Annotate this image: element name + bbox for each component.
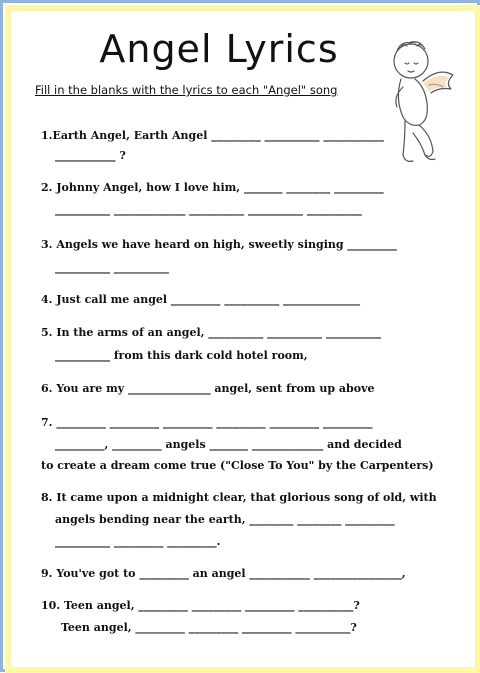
worksheet-line: 6. You are my _______________ angel, sent from up above — [41, 382, 375, 395]
instructions: Fill in the blanks with the lyrics to each "Angel" song — [35, 83, 338, 97]
worksheet-line: Teen angel, _________ _________ _________ __________? — [61, 621, 357, 634]
worksheet-line: angels bending near the earth, ________ ________ _________ — [55, 513, 395, 526]
worksheet-line: 7. _________ _________ _________ _________ _________ _________ — [41, 416, 373, 429]
worksheet-line: 5. In the arms of an angel, __________ __________ __________ — [41, 326, 381, 339]
worksheet-line: __________ _____________ __________ __________ __________ — [55, 203, 362, 216]
worksheet-line: 2. Johnny Angel, how I love him, _______ ________ _________ — [41, 181, 384, 194]
worksheet-line: 10. Teen angel, _________ _________ _________ __________? — [41, 599, 360, 612]
worksheet — [13, 13, 467, 659]
page-title: Angel Lyrics — [99, 27, 339, 71]
worksheet-line: 3. Angels we have heard on high, sweetly singing _________ — [41, 238, 397, 251]
worksheet-line: __________ _________ _________. — [55, 535, 221, 548]
worksheet-line: __________ from this dark cold hotel room, — [55, 349, 308, 362]
worksheet-line: 9. You've got to _________ an angel ___________ ________________, — [41, 567, 406, 580]
worksheet-line: 8. It came upon a midnight clear, that glorious song of old, with — [41, 491, 437, 504]
worksheet-line: _________, _________ angels _______ _____________ and decided — [55, 438, 402, 451]
worksheet-line: ___________ ? — [55, 149, 126, 162]
worksheet-line: 1.Earth Angel, Earth Angel _________ __________ ___________ — [41, 129, 384, 142]
cherub-illustration — [383, 27, 459, 177]
worksheet-line: to create a dream come true ("Close To You" by the Carpenters) — [41, 459, 434, 472]
worksheet-line: __________ __________ — [55, 261, 169, 274]
worksheet-line: 4. Just call me angel _________ __________ ______________ — [41, 293, 361, 306]
